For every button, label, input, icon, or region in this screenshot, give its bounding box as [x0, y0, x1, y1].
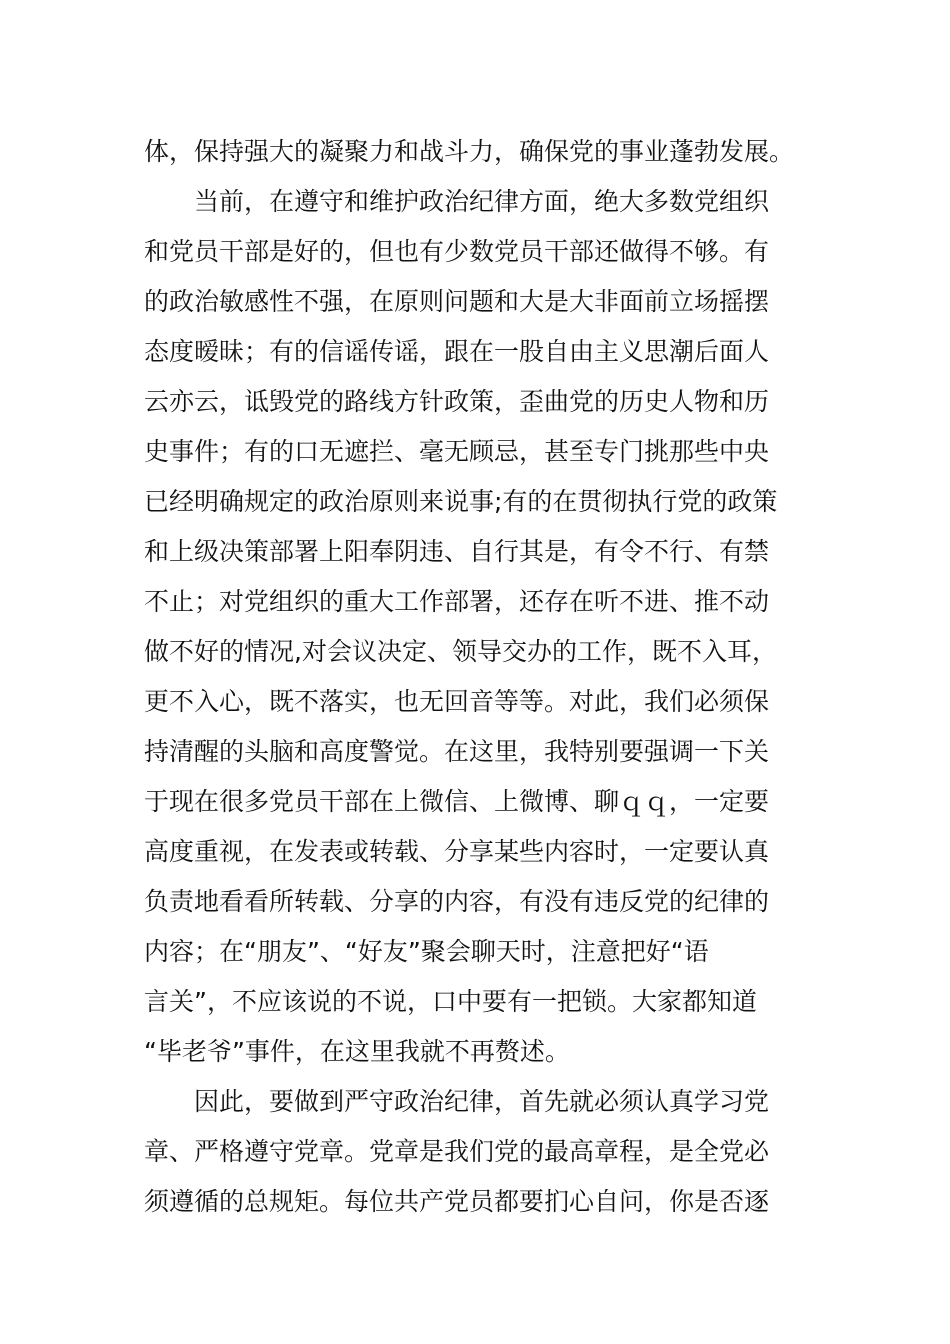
text-line: 态度暧昧；有的信谣传谣，跟在一股自由主义思潮后面人 [144, 337, 770, 366]
text-line: 史事件；有的口无遮拦、毫无顾忌，甚至专门挑那些中央 [144, 437, 770, 466]
text-line: 负责地看看所转载、分享的内容，有没有违反党的纪律的 [144, 887, 770, 916]
text-line: 高度重视，在发表或转载、分享某些内容时，一定要认真 [144, 837, 770, 866]
text-line: “毕老爷”事件，在这里我就不再赘述。 [144, 1037, 570, 1066]
text-line: 和党员干部是好的，但也有少数党员干部还做得不够。有 [144, 237, 770, 266]
text-line: 和上级决策部署上阳奉阴违、自行其是，有令不行、有禁 [144, 537, 770, 566]
text-line: 云亦云，诋毁党的路线方针政策，歪曲党的历史人物和历 [144, 387, 770, 416]
text-line: 言关”，不应该说的不说，口中要有一把锁。大家都知道 [144, 987, 757, 1016]
text-line: 体，保持强大的凝聚力和战斗力，确保党的事业蓬勃发展。 [144, 137, 795, 166]
text-line: 的政治敏感性不强，在原则问题和大是大非面前立场摇摆 [144, 287, 770, 316]
paragraph-start-line: 因此，要做到严守政治纪律，首先就必须认真学习党 [194, 1087, 770, 1116]
text-line: 于现在很多党员干部在上微信、上微博、聊ｑｑ，一定要 [144, 787, 770, 816]
text-line: 已经明确规定的政治原则来说事;有的在贯彻执行党的政策 [144, 487, 778, 516]
text-line: 章、严格遵守党章。党章是我们党的最高章程，是全党必 [144, 1137, 770, 1166]
text-line: 内容；在“朋友”、“好友”聚会聊天时，注意把好“语 [144, 937, 709, 966]
text-line: 须遵循的总规矩。每位共产党员都要扪心自问，你是否逐 [144, 1187, 770, 1216]
text-line: 做不好的情况,对会议决定、领导交办的工作，既不入耳， [144, 637, 777, 666]
body-text [144, 127, 809, 1227]
text-line: 不止；对党组织的重大工作部署，还存在听不进、推不动 [144, 587, 770, 616]
paragraph-start-line: 当前，在遵守和维护政治纪律方面，绝大多数党组织 [194, 187, 770, 216]
text-line: 更不入心，既不落实，也无回音等等。对此，我们必须保 [144, 687, 770, 716]
text-line: 持清醒的头脑和高度警觉。在这里，我特别要强调一下关 [144, 737, 770, 766]
